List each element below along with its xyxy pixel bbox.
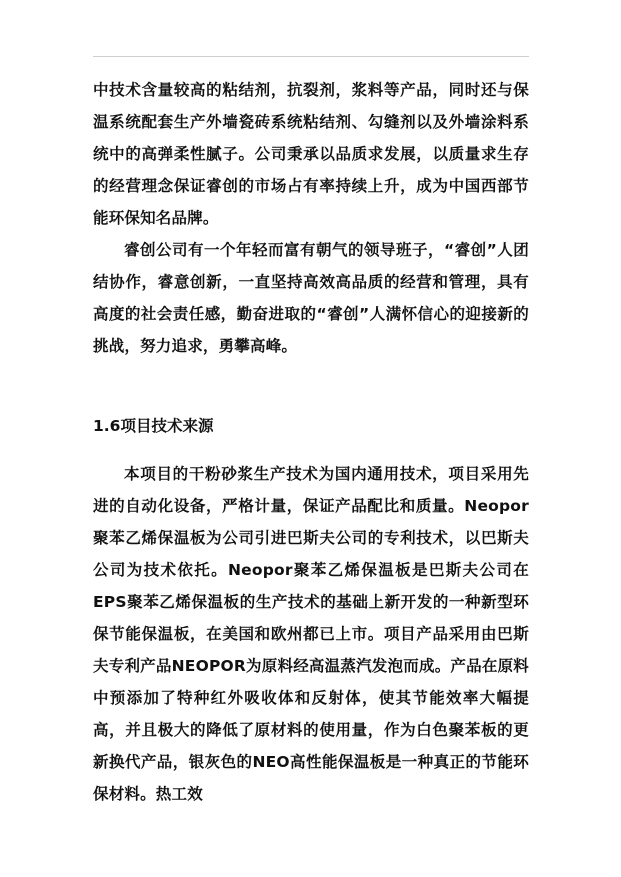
paragraph-tech-source: 本项目的干粉砂浆生产技术为国内通用技术，项目采用先进的自动化设备，严格计量，保证产品配比和质量。Neopor聚苯乙烯保温板为公司引进巴斯夫公司的专利技术，以巴斯夫公司为技术依托。Neopor聚苯乙烯保温板是巴斯夫公司在EPS聚苯乙烯保温板的生产技术的基础上新开发的一种新型环保节能保温板，在美国和欧州都已上市。项目产品采用由巴斯夫专利产品NEOPOR为原料经高温蒸汽发泡而成。产品在原料中预添加了特种红外吸收体和反射体，使其节能效率大幅提高，并且极大的降低了原材料的使用量，作为白色聚苯板的更新换代产品，银灰色的NEO高性能保温板是一种真正的节能环保材料。热工效	[93, 465, 529, 803]
document-body	[93, 74, 529, 810]
section-heading-tech-source: 1.6项目技术来源	[93, 417, 214, 435]
paragraph-company-products: 中技术含量较高的粘结剂，抗裂剂，浆料等产品，同时还与保温系统配套生产外墙瓷砖系统粘结剂、勾缝剂以及外墙涂料系统中的高弹柔性腻子。公司秉承以品质求发展，以质量求生存的经营理念保证睿创的市场占有率持续上升，成为中国西部节能环保知名品牌。	[93, 81, 529, 227]
paragraph-leadership: 睿创公司有一个年轻而富有朝气的领导班子，“睿创”人团结协作，睿意创新，一直坚持高效高品质的经营和管理，具有高度的社会责任感，勤奋进取的“睿创”人满怀信心的迎接新的挑战，努力追求，勇攀高峰。	[93, 241, 529, 355]
header-divider	[93, 56, 529, 57]
